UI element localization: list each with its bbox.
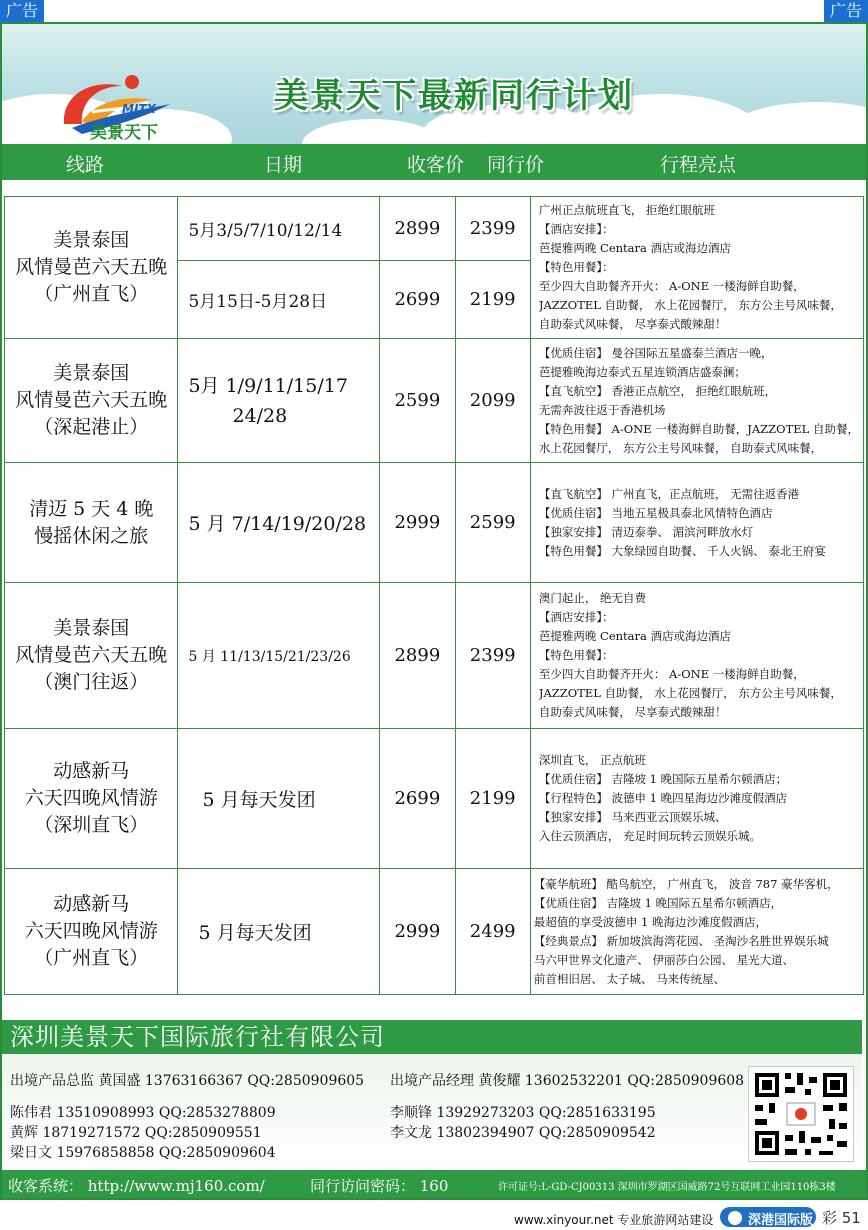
- highlight-line: 芭提雅两晚 Centara 酒店或海边酒店: [538, 629, 732, 643]
- price-cell: 2599: [380, 339, 455, 463]
- route-line: 风情曼芭六天五晚: [15, 389, 168, 411]
- route-line: 慢摇休闲之旅: [34, 524, 149, 547]
- highlight-line: 【特色用餐】 大象绿园自助餐、 千人火锅、 泰北王府宴: [538, 543, 826, 558]
- highlights-cell: [530, 729, 863, 869]
- route-cell: [5, 339, 178, 463]
- column-peer-price: 同行价: [487, 154, 545, 176]
- ad-label-left: 广告: [0, 0, 44, 22]
- table-row: [5, 583, 864, 729]
- route-line: （广州直飞）: [34, 947, 149, 969]
- contacts-panel: [2, 1054, 862, 1170]
- highlight-line: 无需奔波往返于香港机场: [538, 402, 666, 417]
- highlights-cell: [530, 463, 863, 583]
- highlight-line: 【特色用餐】 A-ONE 一楼海鲜自助餐，JAZZOTEL 自助餐，: [538, 421, 859, 436]
- highlight-line: 【独家安排】 马来西亚云顶娱乐城、: [538, 810, 727, 824]
- route-line: 六天四晚风情游: [24, 787, 158, 809]
- manager-contact: 出境产品经理 黄俊耀 13602532201 QQ:2850909608: [390, 1073, 745, 1089]
- highlight-line: 【酒店安排】：: [538, 610, 614, 624]
- column-date: 日期: [264, 154, 303, 176]
- peer-price-cell: 2199: [455, 261, 530, 339]
- highlight-line: 前首相旧居、 太子城、 马来传统屋、: [533, 971, 726, 986]
- highlight-line: 水上花园餐厅， 东方公主号风味餐， 自助泰式风味餐，: [538, 440, 823, 455]
- column-route: 线路: [66, 154, 105, 176]
- route-cell: [5, 729, 178, 869]
- peer-price-cell: 2599: [455, 463, 530, 583]
- date-cell: 5 月每天发团: [178, 869, 380, 995]
- highlight-line: 【特色用餐】：: [538, 260, 614, 274]
- highlight-line: JAZZOTEL 自助餐， 水上花园餐厅， 东方公主号风味餐，: [538, 298, 842, 312]
- table-row: [5, 339, 864, 463]
- route-line: 动感新马: [53, 893, 130, 915]
- route-line: 风情曼芭六天五晚: [15, 644, 168, 666]
- highlight-line: 【优质住宿】 吉隆坡 1 晚国际五星希尔顿酒店，: [533, 895, 783, 910]
- date-cell: [178, 339, 380, 463]
- highlight-line: 【优质住宿】 曼谷国际五星盛泰兰酒店一晚，: [538, 345, 773, 360]
- table-row: [5, 729, 864, 869]
- contact-line: 陈伟君 13510908993 QQ:2853278809: [10, 1105, 276, 1121]
- price-cell: 2999: [380, 463, 455, 583]
- booking-system-link[interactable]: 收客系统： http://www.mj160.com/: [8, 1177, 265, 1195]
- highlight-line: 深圳直飞， 正点航班: [538, 753, 647, 767]
- highlight-line: 自助泰式风味餐， 尽享泰式酸辣甜！: [538, 705, 727, 719]
- highlight-line: 【酒店安排】：: [538, 222, 614, 236]
- table-row: [5, 197, 864, 261]
- route-cell: [5, 869, 178, 995]
- date-cell: 5 月 7/14/19/20/28: [178, 463, 380, 583]
- date-line: 5月 1/9/11/15/17: [188, 374, 348, 397]
- highlight-line: 【经典景点】 新加坡滨海湾花园、 圣淘沙名胜世界娱乐城: [533, 933, 829, 948]
- route-line: （澳门往返）: [34, 671, 149, 693]
- route-cell: [5, 463, 178, 583]
- highlights-cell: [530, 869, 863, 995]
- highlight-line: 【优质住宿】 当地五星极具泰北风情特色酒店: [538, 505, 773, 520]
- license-address: 许可证号:L-GD-CJ00313 深圳市罗湖区国威路72号互联网工业园110栋3楼: [498, 1182, 836, 1193]
- route-cell: [5, 197, 178, 339]
- peer-price-cell: 2199: [455, 729, 530, 869]
- highlight-line: 【直飞航空】 香港正点航空， 拒绝红眼航班，: [538, 383, 777, 398]
- highlight-line: 自助泰式风味餐， 尽享泰式酸辣甜！: [538, 317, 727, 331]
- highlights-cell: [530, 583, 863, 729]
- header-banner: [2, 24, 866, 144]
- itinerary-table: [4, 196, 864, 995]
- edition-icon: [726, 1209, 744, 1227]
- route-line: 六天四晚风情游: [24, 920, 158, 942]
- highlight-line: 【豪华航班】 酷鸟航空， 广州直飞， 波音 787 豪华客机，: [533, 876, 839, 891]
- cloud-shape: [722, 102, 866, 144]
- peer-price-cell: 2399: [455, 583, 530, 729]
- page-bottom: [0, 1206, 868, 1230]
- price-cell: 2999: [380, 869, 455, 995]
- logo-name: 美景天下: [90, 123, 158, 143]
- route-line: 清迈 5 天 4 晚: [29, 497, 154, 520]
- route-line: 美景泰国: [53, 362, 130, 384]
- peer-access-code: 同行访问密码： 160: [310, 1177, 449, 1195]
- logo-abbr: MJTX: [122, 102, 156, 116]
- qr-code-image: [748, 1066, 854, 1162]
- highlights-cell: [530, 339, 863, 463]
- contact-line: 李文龙 13802394907 QQ:2850909542: [390, 1125, 656, 1141]
- route-line: 风情曼芭六天五晚: [15, 256, 168, 278]
- highlight-line: 入住云顶酒店， 充足时间玩转云顶娱乐城。: [538, 829, 762, 843]
- route-line: 动感新马: [53, 760, 130, 782]
- highlight-line: 马六甲世界文化遗产、 伊丽莎白公园、 星光大道、: [533, 952, 795, 967]
- highlight-line: 广州正点航班直飞， 拒绝红眼航班: [538, 203, 716, 217]
- table-row: [5, 869, 864, 995]
- column-highlights: 行程亮点: [660, 154, 737, 176]
- price-cell: 2899: [380, 583, 455, 729]
- highlight-line: 澳门起止， 绝无自费: [538, 591, 647, 605]
- contact-line: 梁日文 15976858858 QQ:2850909604: [10, 1145, 276, 1161]
- column-price: 收客价: [407, 154, 465, 176]
- table-row: [5, 463, 864, 583]
- peer-price-cell: 2499: [455, 869, 530, 995]
- price-cell: 2699: [380, 261, 455, 339]
- date-cell: 5 月 11/13/15/21/23/26: [178, 583, 380, 729]
- column-header-bar: [2, 144, 866, 180]
- date-cell: 5月15日-5月28日: [178, 261, 380, 339]
- highlight-line: 至少四大自助餐齐开火： A-ONE 一楼海鲜自助餐，: [538, 279, 805, 293]
- director-contact: 出境产品总监 黄国盛 13763166367 QQ:2850909605: [10, 1073, 365, 1089]
- date-line: 24/28: [232, 404, 288, 427]
- footer-bar: [2, 1170, 866, 1198]
- company-logo: [52, 64, 182, 144]
- peer-price-cell: 2099: [455, 339, 530, 463]
- highlight-line: 最超值的享受波德申 1 晚海边沙滩度假酒店，: [533, 914, 768, 929]
- edition-badge: 深港国际版: [748, 1213, 814, 1228]
- highlight-line: JAZZOTEL 自助餐， 水上花园餐厅， 东方公主号风味餐，: [538, 686, 842, 700]
- route-line: 美景泰国: [53, 229, 130, 251]
- company-name-bar: 深圳美景天下国际旅行社有限公司: [2, 1020, 862, 1054]
- highlight-line: 【独家安排】 清迈泰拳、 湄滨河畔放水灯: [538, 524, 754, 539]
- contact-line: 李顺锋 13929273203 QQ:2851633195: [390, 1105, 656, 1121]
- date-cell: 5月3/5/7/10/12/14: [178, 197, 380, 261]
- route-cell: [5, 583, 178, 729]
- contact-line: 黄辉 18719271572 QQ:2850909551: [10, 1125, 262, 1141]
- highlight-line: 芭提雅两晚 Centara 酒店或海边酒店: [538, 241, 732, 255]
- route-line: （广州直飞）: [34, 283, 149, 305]
- highlight-line: 【优质住宿】 吉隆坡 1 晚国际五星希尔顿酒店；: [538, 772, 788, 786]
- price-cell: 2899: [380, 197, 455, 261]
- route-line: 美景泰国: [53, 617, 130, 639]
- date-cell: 5 月每天发团: [178, 729, 380, 869]
- highlight-line: 【直飞航空】 广州直飞，正点航班， 无需往返香港: [538, 486, 800, 501]
- highlight-line: 【行程特色】 波德申 1 晚四星海边沙滩度假酒店: [538, 791, 788, 805]
- highlight-line: 芭提雅晚海边泰式五星连锁酒店盛泰澜；: [538, 364, 746, 379]
- page-title: 美景天下最新同行计划: [274, 76, 634, 116]
- page-number: 彩 51: [822, 1209, 861, 1227]
- ad-label-right: 广告: [824, 0, 868, 22]
- highlights-cell: [530, 197, 863, 339]
- peer-price-cell: 2399: [455, 197, 530, 261]
- cloud-shape: [302, 119, 442, 144]
- highlight-line: 至少四大自助餐齐开火： A-ONE 一楼海鲜自助餐，: [538, 667, 805, 681]
- qr-code-icon: [749, 1067, 853, 1161]
- highlight-line: 【特色用餐】：: [538, 648, 614, 662]
- route-line: （深起港止）: [34, 416, 149, 438]
- route-line: （深圳直飞）: [34, 814, 149, 836]
- site-credit: www.xinyour.net 专业旅游网站建设: [514, 1213, 714, 1227]
- price-cell: 2699: [380, 729, 455, 869]
